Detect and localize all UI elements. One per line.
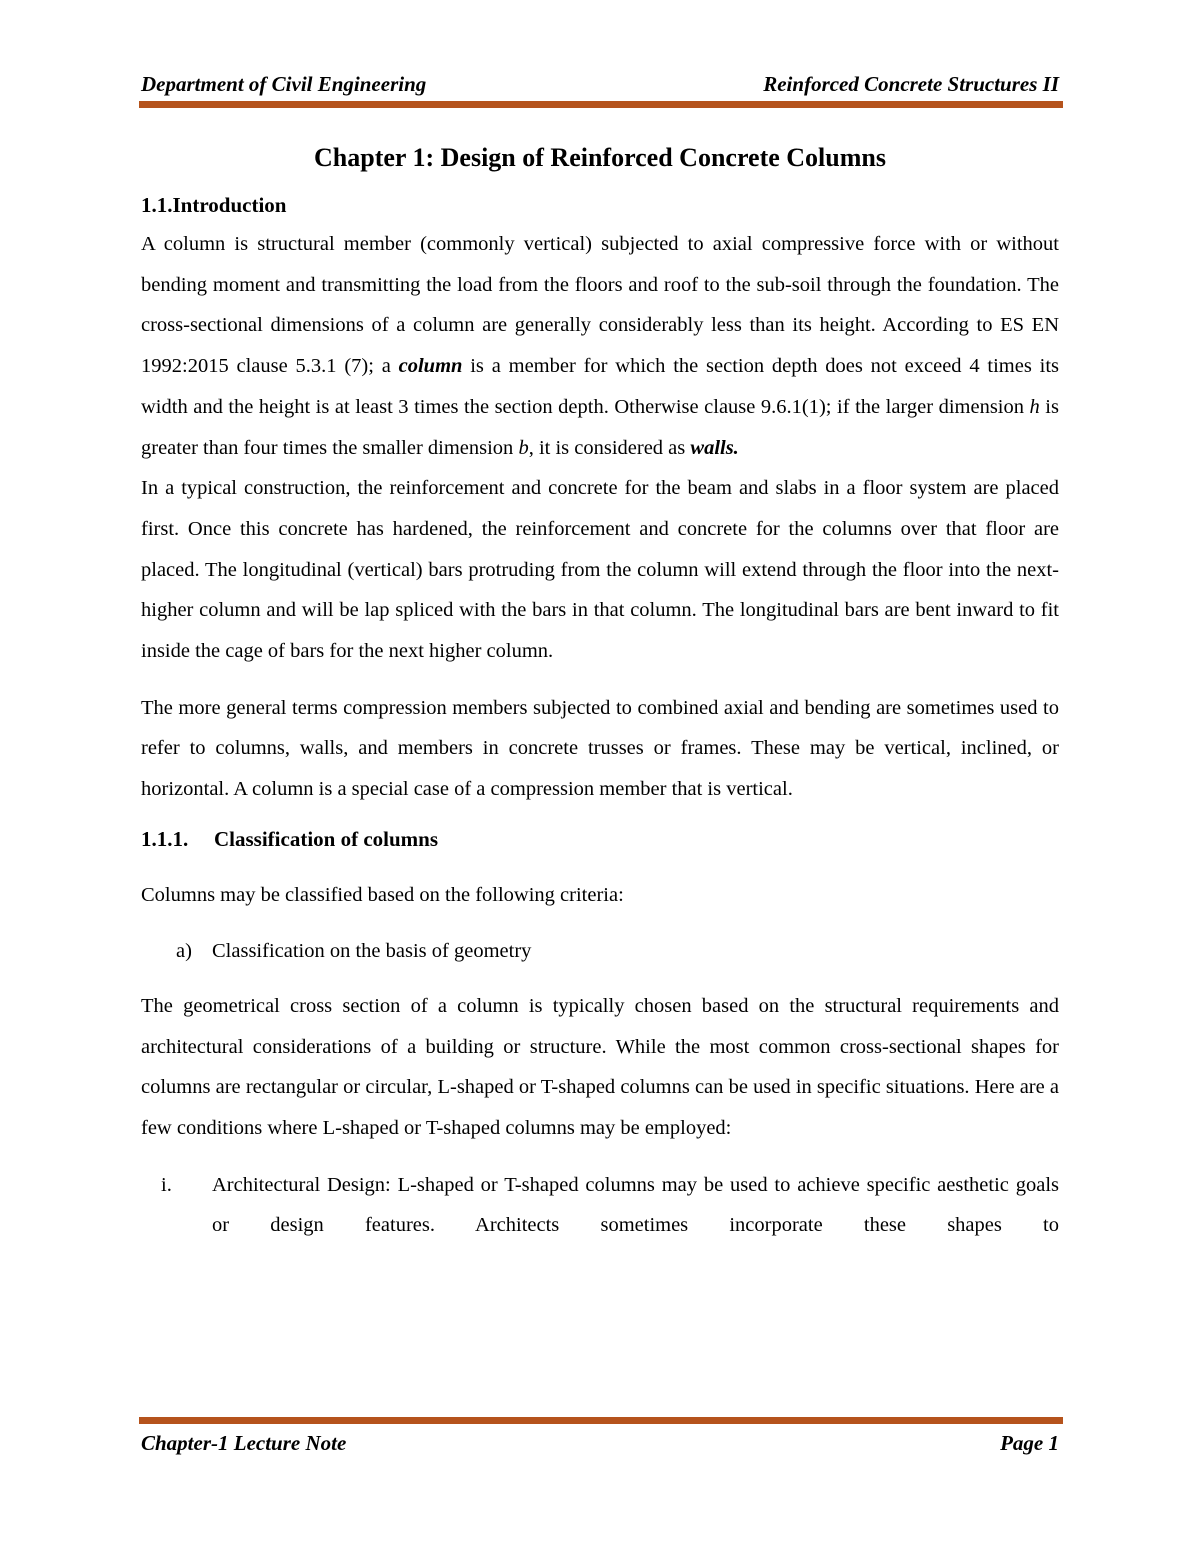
compression-members-paragraph: The more general terms compression members subjected to combined axial and bending are sometimes used to refer to columns, walls, and members in concrete trusses or frames. These may be vertical, inclined, or horizontal. A column is a special case of a compression member that is vertical. [141, 696, 1059, 801]
section-heading: 1.1.Introduction [141, 193, 287, 217]
list-item-text: Classification on the basis of geometry [212, 939, 532, 962]
header-rule [139, 101, 1063, 108]
list-marker: a) [176, 939, 192, 962]
footer-rule [139, 1417, 1063, 1424]
chapter-title: Chapter 1: Design of Reinforced Concrete Columns [314, 143, 886, 172]
footer-page-number: Page 1 [1000, 1431, 1059, 1455]
footer-lecture-note: Chapter-1 Lecture Note [141, 1431, 347, 1455]
geometry-paragraph: The geometrical cross section of a column is typically chosen based on the structural requirements and architectural considerations of a building or structure. While the most common cross-sectional shapes for columns are rectangular or circular, L-shaped or T-shaped columns can be used in specific situations. Here are a few conditions where L-shaped or T-shaped columns may be employed: [141, 994, 1059, 1139]
subsection-title: Classification of columns [214, 826, 439, 851]
list-item-text: Architectural Design: L-shaped or T-shaped columns may be used to achieve specific aesthetic goals or design features. Architects sometimes incorporate these shapes to [212, 1173, 1059, 1237]
list-marker: i. [161, 1173, 172, 1196]
classification-intro: Columns may be classified based on the following criteria: [141, 883, 624, 906]
intro-paragraph: A column is structural member (commonly vertical) subjected to axial compressive force with or without bending moment and transmitting the load from the floors and roof to the sub-soil through the foundation. The cross-sectional dimensions of a column are generally considerably less than its height. According to ES EN 1992:2015 clause 5.3.1 (7); a column is a member for which the section depth does not exceed 4 times its width and the height is at least 3 times the section depth. Otherwise clause 9.6.1(1); if the larger dimension h is greater than four times the smaller dimension b, it is considered as walls. [141, 233, 1059, 459]
page-footer [141, 1431, 1059, 1457]
document-body [141, 140, 1059, 1246]
header-department: Department of Civil Engineering [141, 72, 427, 96]
subsection-heading [141, 826, 1059, 852]
subsection-number: 1.1.1. [141, 826, 189, 851]
list-item-i [161, 1165, 1059, 1246]
list-item-a [176, 938, 1059, 964]
page-header [141, 72, 1059, 98]
construction-paragraph: In a typical construction, the reinforcement and concrete for the beam and slabs in a floor system are placed first. Once this concrete has hardened, the reinforcement and concrete for the columns over that floor are placed. The longitudinal (vertical) bars protruding from the column will extend through the floor into the next-higher column and will be lap spliced with the bars in that column. The longitudinal bars are bent inward to fit inside the cage of bars for the next higher column. [141, 477, 1059, 663]
header-course: Reinforced Concrete Structures II [763, 72, 1059, 96]
